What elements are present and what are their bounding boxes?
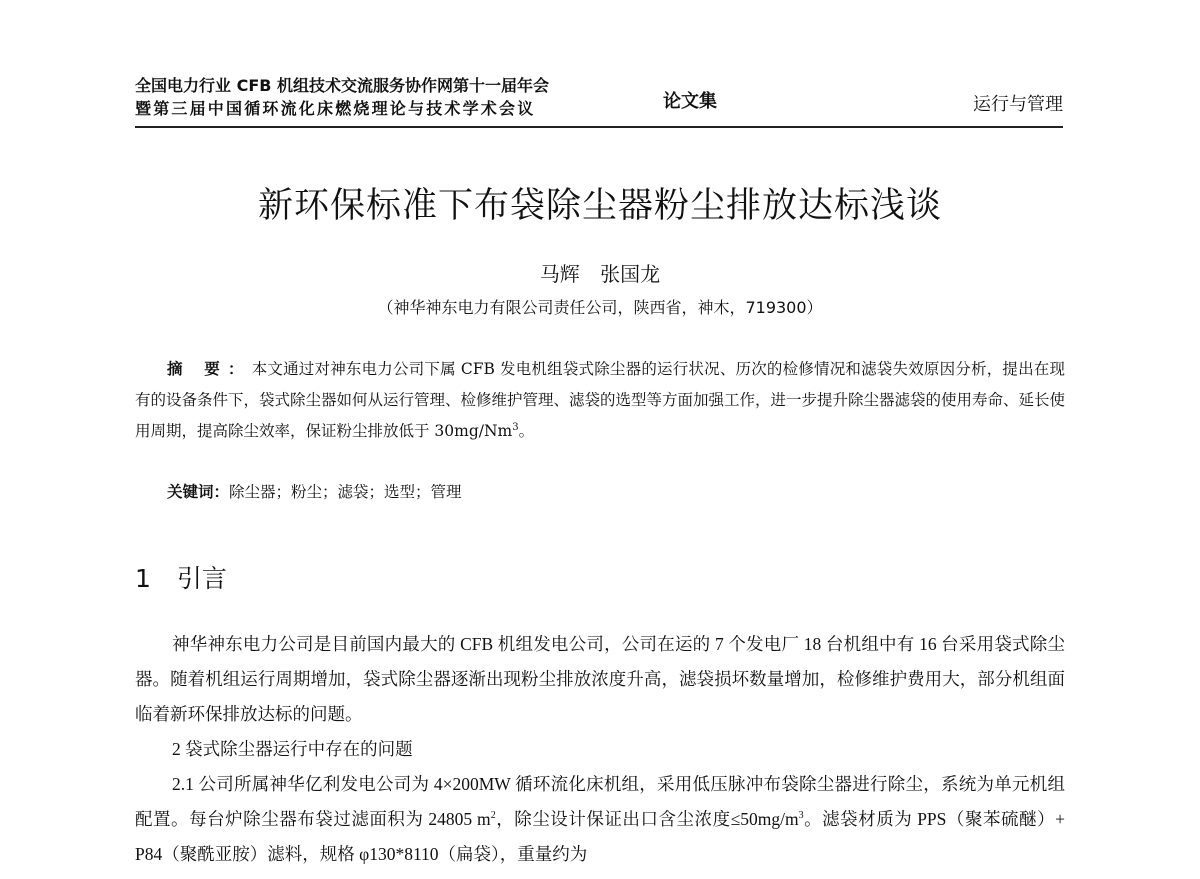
authors: 马辉 张国龙 [539,262,661,286]
keywords-label: 关键词： [167,482,230,501]
abstract-superscript: 3 [512,421,519,433]
running-header [135,72,1063,128]
section-title: 引言 [176,564,227,593]
intro-paragraph: 神华神东电力公司是目前国内最大的 CFB 机组发电公司，公司在运的 7 个发电厂 18 台机组中有 16 台采用袋式除尘器。随着机组运行周期增加，袋式除尘器逐渐出现粉尘排放浓度升高，滤袋损坏数量增加，检修维护费用大，部分机组面临着新环保排放达标的问题。 [135,634,1065,724]
p2-text-2: ，除尘设计保证出口含尘浓度≤50mg/m [495,809,799,829]
paragraph-2-1 [135,767,1065,879]
subsection-heading: 2 袋式除尘器运行中存在的问题 [172,739,413,759]
p2-text-3: 。滤袋材质为 PPS（聚苯硫醚）+ P84（聚酰亚胺）滤料，规格 φ130*8110（扁袋），重量约为 [135,809,1065,864]
paper-title: 新环保标准下布袋除尘器粉尘排放达标浅谈 [257,186,942,226]
conference-line-2: 暨第三届中国循环流化床燃烧理论与技术学术会议 [135,99,536,118]
p2-sup-1: 2 [490,810,496,822]
conference-line-1: 全国电力行业 CFB 机组技术交流服务协作网第十一届年会 [135,76,550,95]
p2-text-1: 2.1 公司所属神华亿利发电公司为 4×200MW 循环流化床机组，采用低压脉冲布袋除尘器进行除尘，系统为单元机组配置。每台炉除尘器布袋过滤面积为 24805 m [135,774,1065,829]
section-heading [135,559,227,595]
abstract-label: 摘 要： [167,359,252,378]
abstract-end: 。 [518,422,535,440]
keywords-list: 除尘器；粉尘；滤袋；选型；管理 [229,483,462,501]
conference-name [135,74,549,120]
abstract-text: 本文通过对神东电力公司下属 CFB 发电机组袋式除尘器的运行状况、历次的检修情况和滤袋失效原因分析，提出在现有的设备条件下，袋式除尘器如何从运行管理、检修维护管理、滤袋的选型等方面加强工作，进一步提升除尘器滤袋的使用寿命、延长使用周期，提高除尘效率，保证粉尘排放低于 30mg/Nm [135,360,1066,440]
section-number: 1 [135,564,151,593]
abstract [135,353,1065,447]
keywords [167,480,462,502]
p2-sup-2: 3 [798,810,804,822]
affiliation: （神华神东电力有限公司责任公司，陕西省，神木，719300） [377,298,823,317]
section-label: 运行与管理 [973,94,1063,115]
proceedings-label: 论文集 [663,91,717,112]
